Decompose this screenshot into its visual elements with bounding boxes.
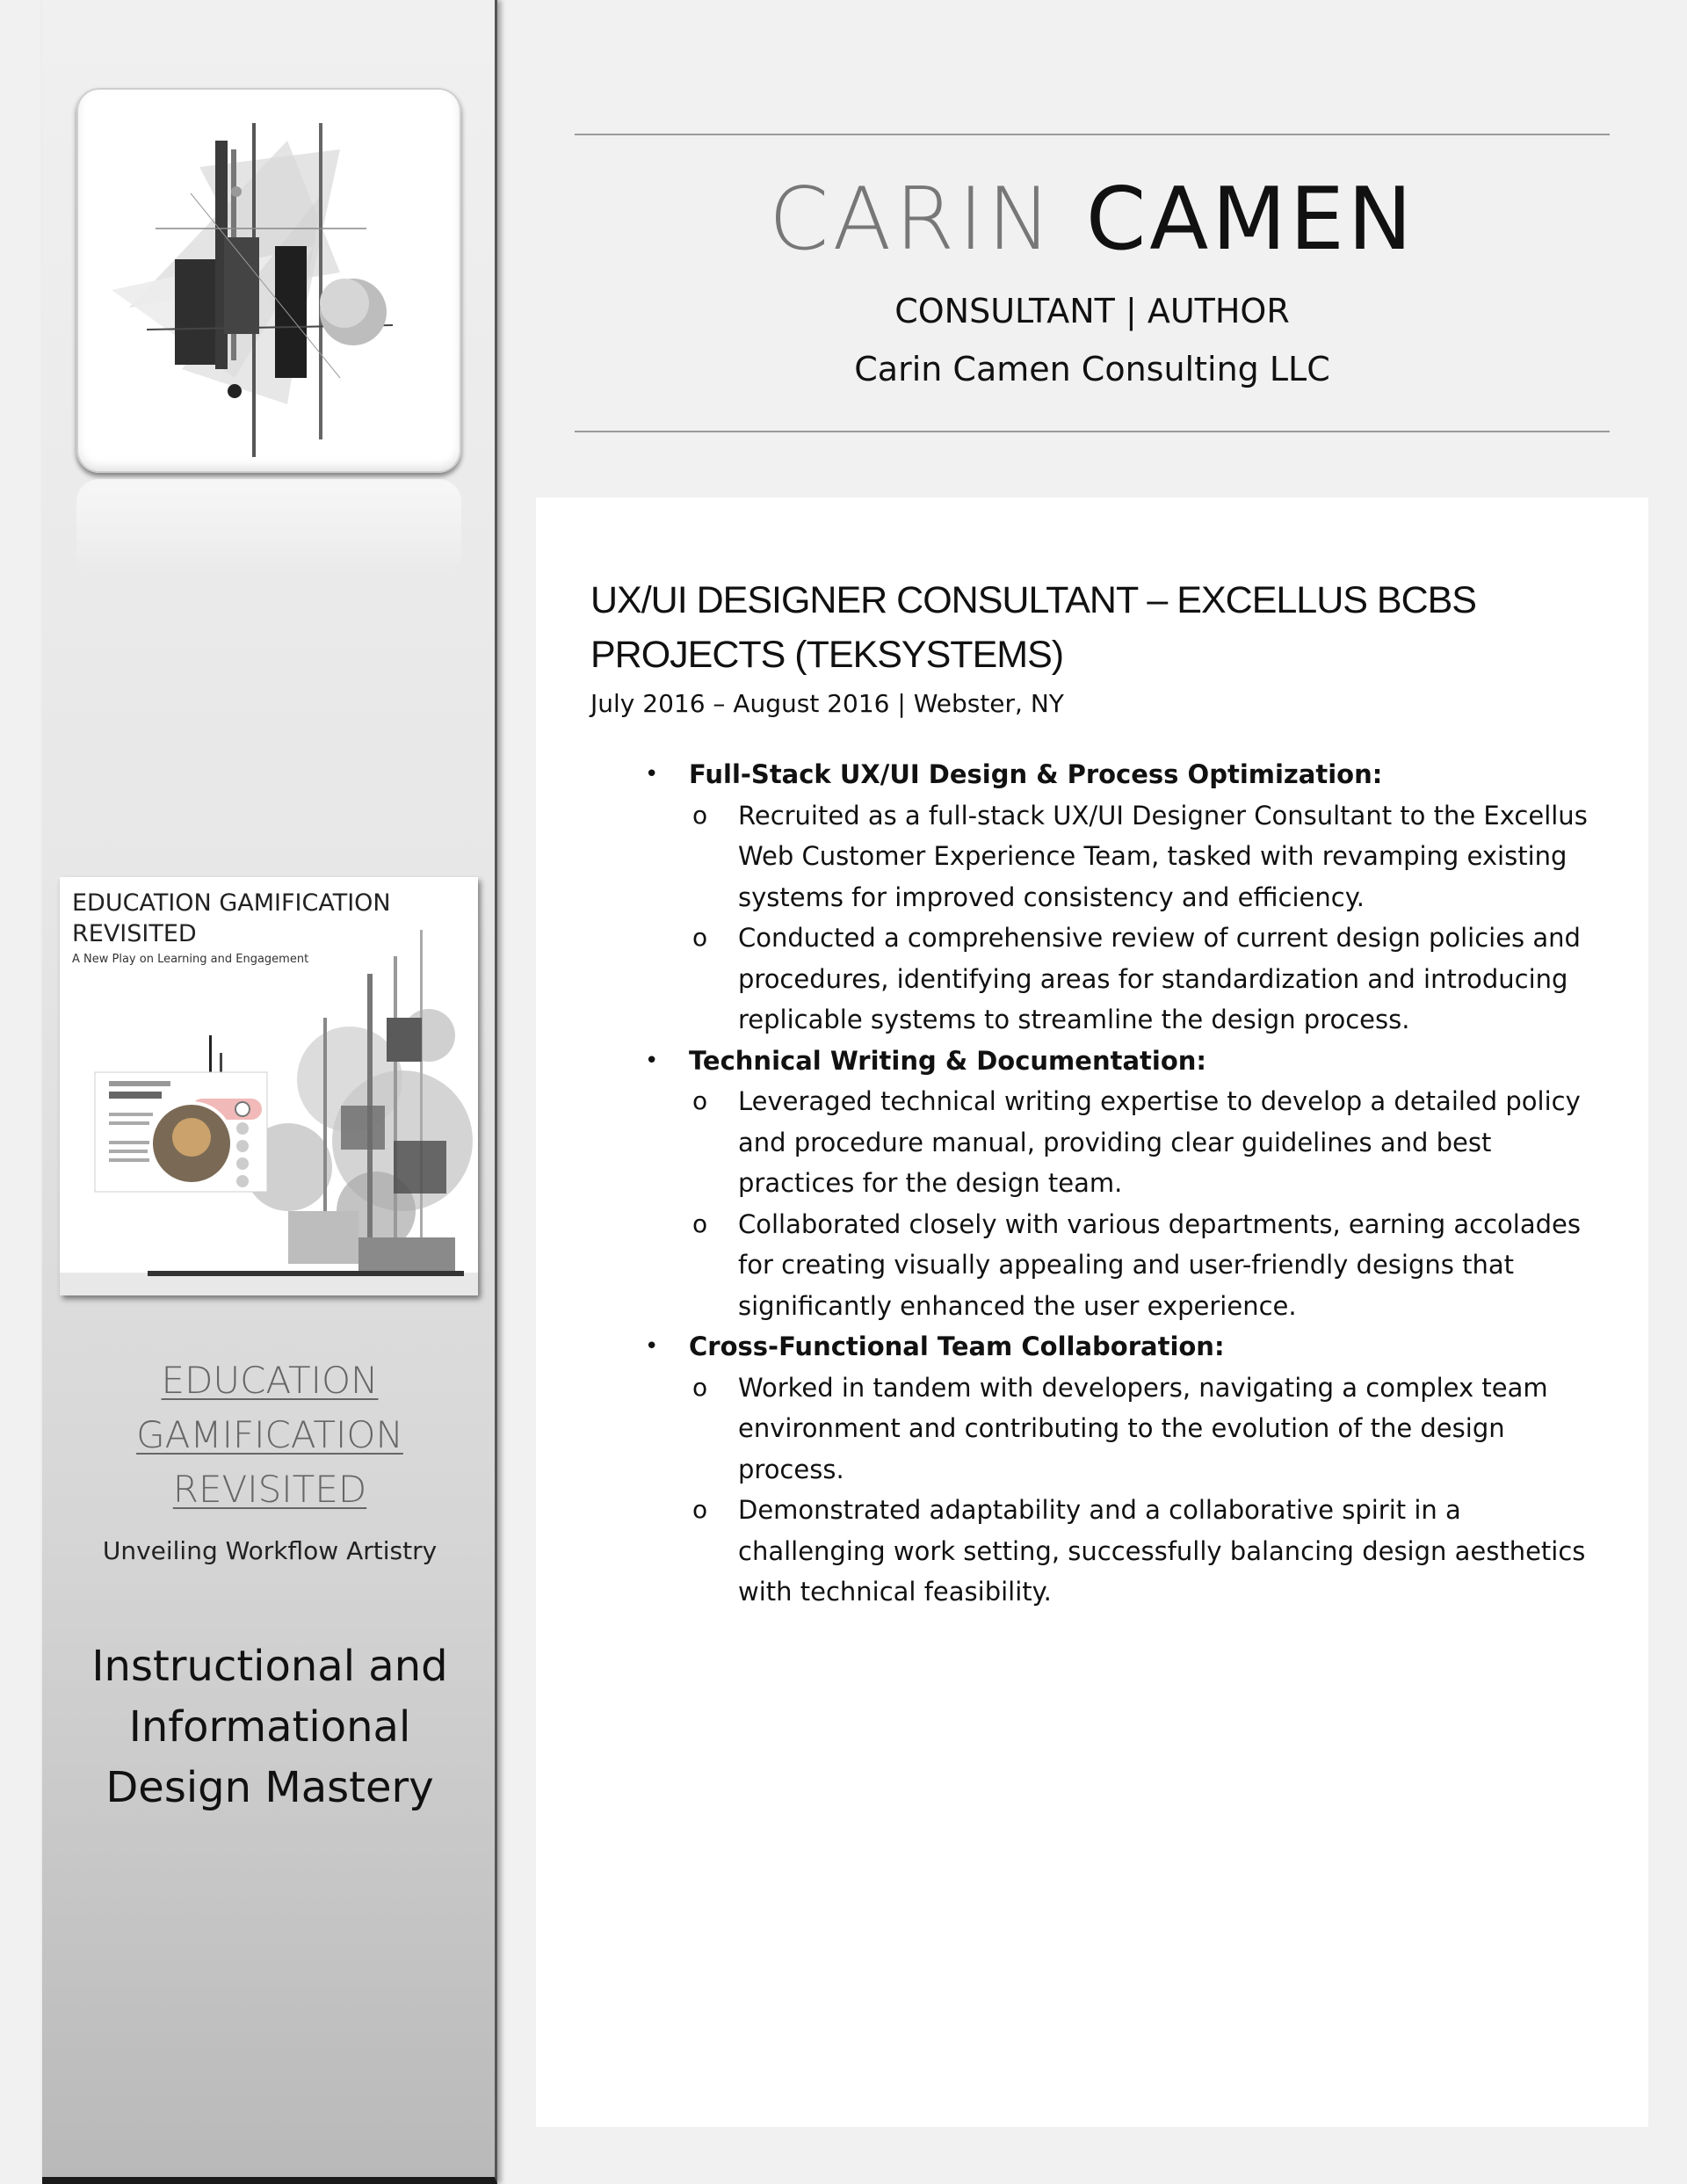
experience-card (536, 497, 1648, 2127)
job-title (590, 573, 1610, 682)
cover-title-line: REVISITED (72, 920, 197, 947)
bullet-marker: • (645, 1333, 659, 1360)
list-item (590, 1368, 1610, 1491)
list-item (590, 1204, 1610, 1327)
header-bottom-rule (575, 431, 1610, 432)
bullet-marker: • (645, 1047, 659, 1074)
sub-bullet-marker: o (692, 923, 708, 952)
section-heading: Technical Writing & Documentation: (689, 1045, 1206, 1076)
list-section (590, 1326, 1610, 1368)
job-meta: July 2016 – August 2016 | Webster, NY (590, 689, 1064, 718)
last-name: CAMEN (1085, 170, 1416, 270)
responsibility-list (590, 754, 1610, 1613)
cover-title-line: EDUCATION GAMIFICATION (72, 889, 391, 917)
list-item (590, 1081, 1610, 1204)
sub-bullet-marker: o (692, 1372, 708, 1402)
list-item (590, 795, 1610, 918)
abstract-art-image (76, 88, 461, 473)
job-title-line: UX/UI DESIGNER CONSULTANT – EXCELLUS BCBS (590, 579, 1476, 621)
cover-subtitle: A New Play on Learning and Engagement (72, 953, 309, 966)
person-roles: CONSULTANT | AUTHOR (894, 292, 1290, 330)
book-title-line[interactable]: EDUCATION (161, 1359, 379, 1402)
book-title-link[interactable] (42, 1353, 497, 1517)
cover-title (72, 888, 459, 949)
book-cover-image (60, 877, 478, 1295)
book-title-line[interactable]: GAMIFICATION (136, 1413, 403, 1456)
sub-bullet-marker: o (692, 1208, 708, 1238)
job-title-line: PROJECTS (TEKSYSTEMS) (590, 634, 1064, 676)
tile-reflection (76, 479, 461, 576)
list-section (590, 754, 1610, 795)
sub-bullet-marker: o (692, 1495, 708, 1524)
section-heading: Full-Stack UX/UI Design & Process Optimization: (689, 759, 1383, 789)
list-item (590, 918, 1610, 1041)
bullet-marker: • (645, 761, 659, 787)
company-name: Carin Camen Consulting LLC (854, 350, 1330, 388)
sub-bullet-marker: o (692, 1086, 708, 1115)
list-item-text: Recruited as a full-stack UX/UI Designer Consultant to the Excellus Web Customer Experience Team, tasked with revamping existing systems for improved consistency and efficiency. (738, 800, 1588, 912)
list-section (590, 1041, 1610, 1082)
sub-bullet-marker: o (692, 800, 708, 830)
person-name (575, 167, 1610, 272)
list-item-text: Leveraged technical writing expertise to develop a detailed policy and procedure manual, providing clear guidelines and best practices for the design team. (738, 1086, 1581, 1198)
sidebar-mastery-heading (69, 1636, 471, 1818)
list-item-text: Demonstrated adaptability and a collaborative spirit in a challenging work setting, successfully balancing design aesthetics with technical feasibility. (738, 1495, 1586, 1607)
mastery-line: Instructional and (91, 1642, 448, 1691)
header-top-rule (575, 134, 1610, 135)
list-item-text: Collaborated closely with various departments, earning accolades for creating visually appealing and user-friendly designs that significantly enhanced the user experience. (738, 1208, 1581, 1321)
mastery-line: Informational (128, 1702, 411, 1752)
sidebar-tagline: Unveiling Workflow Artistry (102, 1536, 438, 1565)
book-title-line[interactable]: REVISITED (172, 1468, 367, 1511)
sidebar (42, 0, 497, 2184)
section-heading: Cross-Functional Team Collaboration: (689, 1331, 1225, 1361)
list-item-text: Worked in tandem with developers, navigating a complex team environment and contributing to the evolution of the design process. (738, 1372, 1548, 1484)
first-name: CARIN (768, 170, 1055, 270)
list-item (590, 1490, 1610, 1613)
mastery-line: Design Mastery (105, 1763, 434, 1812)
list-item-text: Conducted a comprehensive review of current design policies and procedures, identifying areas for standardization and introducing replicable systems to streamline the design process. (738, 923, 1581, 1034)
